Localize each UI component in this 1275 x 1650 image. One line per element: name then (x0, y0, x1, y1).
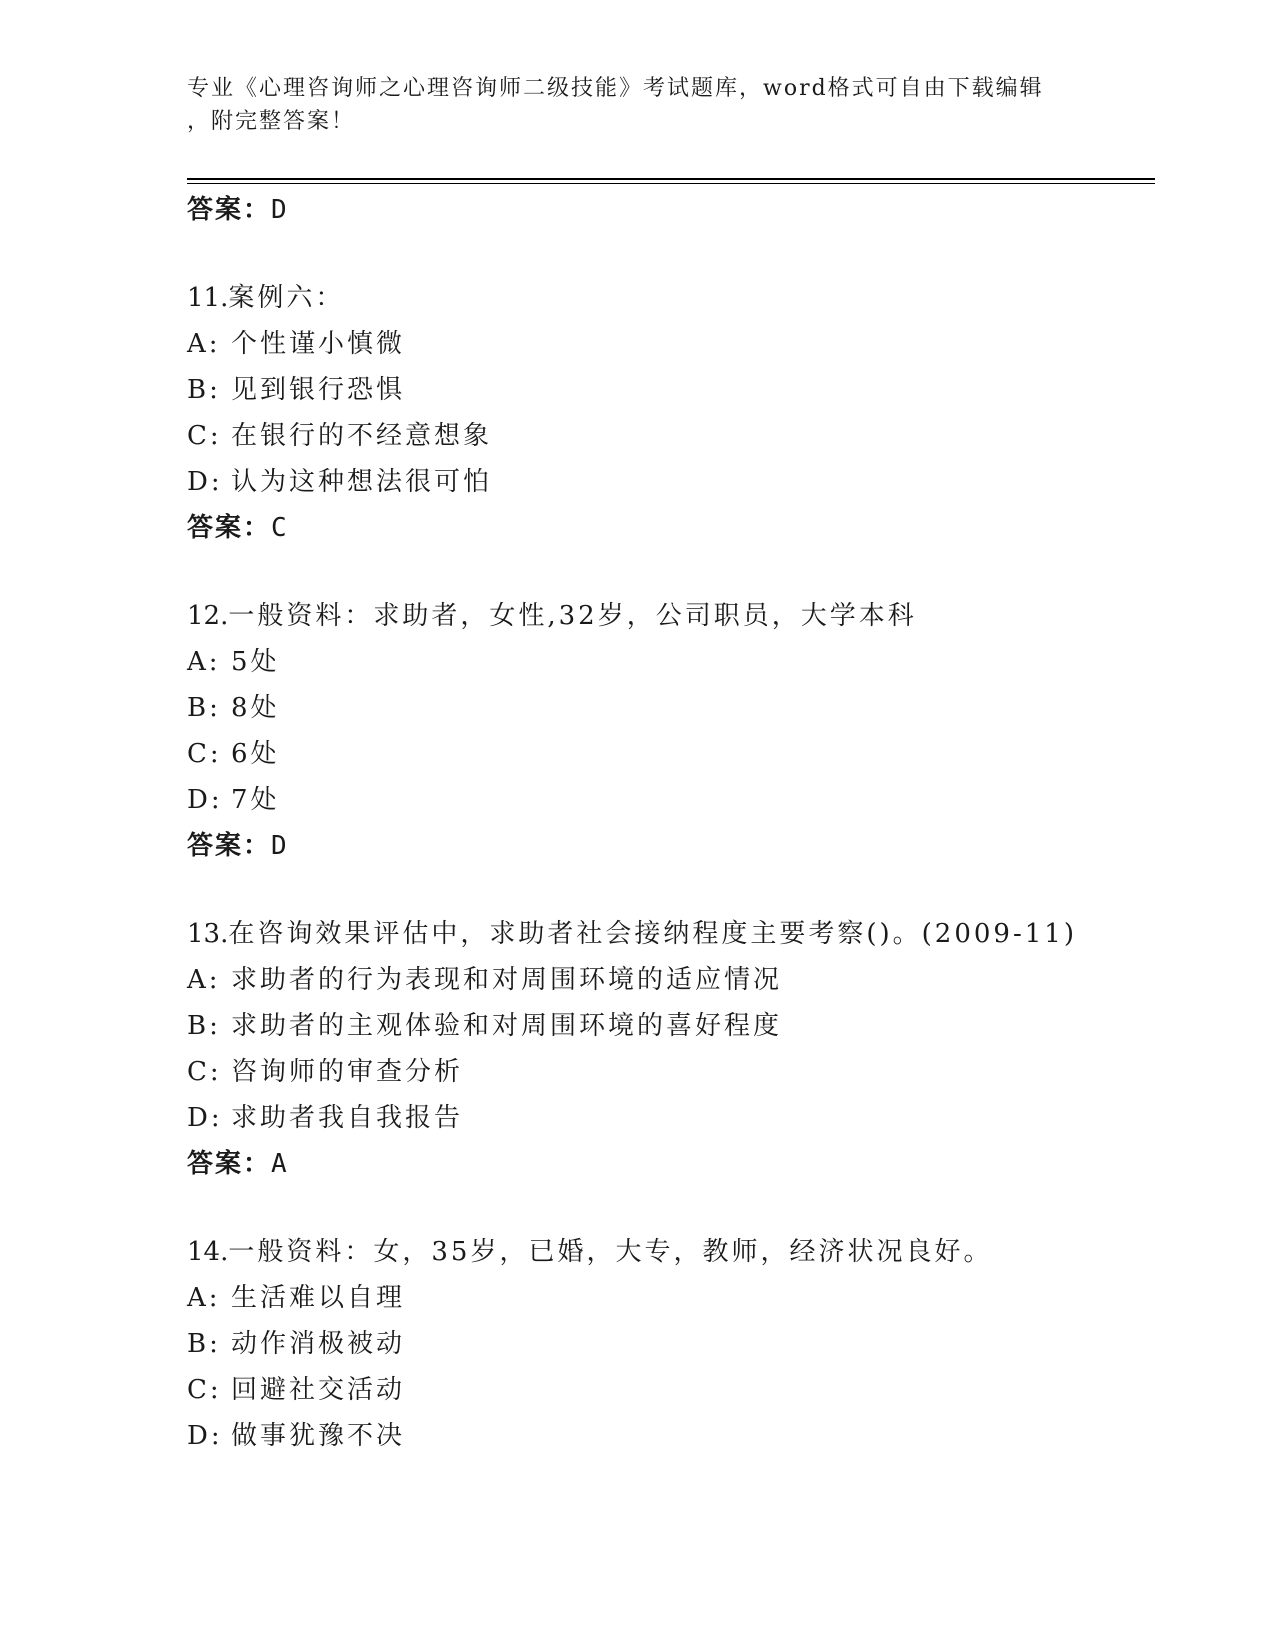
question-title (187, 911, 1155, 957)
answer-line (187, 823, 1155, 869)
question-title (187, 275, 1155, 321)
header-divider-thin (187, 183, 1155, 184)
option-text: 7处 (231, 785, 280, 815)
option-letter: C: (187, 739, 222, 769)
header-divider-thick (187, 178, 1155, 180)
question-text: 一般资料：求助者，女性,32岁，公司职员，大学本科 (228, 601, 917, 631)
option-letter: A: (187, 1283, 221, 1313)
option-text: 做事犹豫不决 (231, 1421, 406, 1451)
question-number: 14. (187, 1237, 229, 1267)
option-d (187, 777, 1155, 823)
question-number: 13. (187, 919, 229, 949)
option-letter: A: (187, 329, 221, 359)
option-c (187, 413, 1155, 459)
option-text: 认为这种想法很可怕 (231, 467, 493, 497)
answer-line (187, 187, 1155, 233)
option-letter: B: (187, 1329, 221, 1359)
option-b (187, 685, 1155, 731)
option-letter: D: (187, 467, 223, 497)
option-letter: C: (187, 1375, 222, 1405)
option-text: 生活难以自理 (231, 1283, 406, 1313)
answer-label: 答案： (187, 195, 272, 225)
option-c (187, 1049, 1155, 1095)
option-a (187, 321, 1155, 367)
question-11 (187, 275, 1155, 551)
answer-label: 答案： (187, 1149, 272, 1179)
option-text: 咨询师的审查分析 (231, 1057, 464, 1087)
question-text: 案例六： (228, 283, 345, 313)
document-header (187, 72, 1067, 138)
option-text: 5处 (231, 647, 280, 677)
option-letter: D: (187, 1421, 223, 1451)
option-d (187, 1413, 1155, 1459)
option-letter: B: (187, 693, 221, 723)
answer-value: A (271, 1149, 289, 1179)
option-letter: D: (187, 1103, 223, 1133)
answer-value: D (271, 195, 289, 225)
option-b (187, 1321, 1155, 1367)
question-14 (187, 1229, 1155, 1459)
header-line-2: ，附完整答案！ (187, 109, 356, 134)
option-c (187, 1367, 1155, 1413)
answer-label: 答案： (187, 513, 272, 543)
question-text: 在咨询效果评估中，求助者社会接纳程度主要考察()。(2009-11) (228, 919, 1077, 949)
option-text: 6处 (231, 739, 280, 769)
option-text: 动作消极被动 (231, 1329, 406, 1359)
option-text: 求助者我自我报告 (231, 1103, 464, 1133)
option-d (187, 459, 1155, 505)
option-b (187, 367, 1155, 413)
option-letter: C: (187, 421, 222, 451)
option-a (187, 639, 1155, 685)
option-text: 在银行的不经意想象 (231, 421, 493, 451)
question-13 (187, 911, 1155, 1187)
question-title (187, 593, 1155, 639)
option-text: 见到银行恐惧 (231, 375, 406, 405)
option-text: 个性谨小慎微 (231, 329, 406, 359)
answer-line (187, 505, 1155, 551)
option-letter: A: (187, 965, 221, 995)
option-letter: A: (187, 647, 221, 677)
answer-label: 答案： (187, 831, 272, 861)
answer-value: D (271, 831, 289, 861)
option-text: 回避社交活动 (231, 1375, 406, 1405)
option-b (187, 1003, 1155, 1049)
option-letter: C: (187, 1057, 222, 1087)
option-text: 求助者的行为表现和对周围环境的适应情况 (231, 965, 783, 995)
option-a (187, 957, 1155, 1003)
option-letter: B: (187, 1011, 221, 1041)
question-text: 一般资料：女，35岁，已婚，大专，教师，经济状况良好。 (228, 1237, 993, 1267)
option-letter: B: (187, 375, 221, 405)
question-12 (187, 593, 1155, 869)
answer-line (187, 1141, 1155, 1187)
option-text: 8处 (231, 693, 280, 723)
option-letter: D: (187, 785, 223, 815)
option-c (187, 731, 1155, 777)
option-text: 求助者的主观体验和对周围环境的喜好程度 (231, 1011, 783, 1041)
option-a (187, 1275, 1155, 1321)
answer-value: C (271, 513, 289, 543)
document-body (187, 187, 1155, 1459)
option-d (187, 1095, 1155, 1141)
question-number: 11. (187, 283, 229, 313)
header-line-1: 专业《心理咨询师之心理咨询师二级技能》考试题库，word格式可自由下载编辑 (187, 76, 1044, 101)
question-number: 12. (187, 601, 229, 631)
question-title (187, 1229, 1155, 1275)
